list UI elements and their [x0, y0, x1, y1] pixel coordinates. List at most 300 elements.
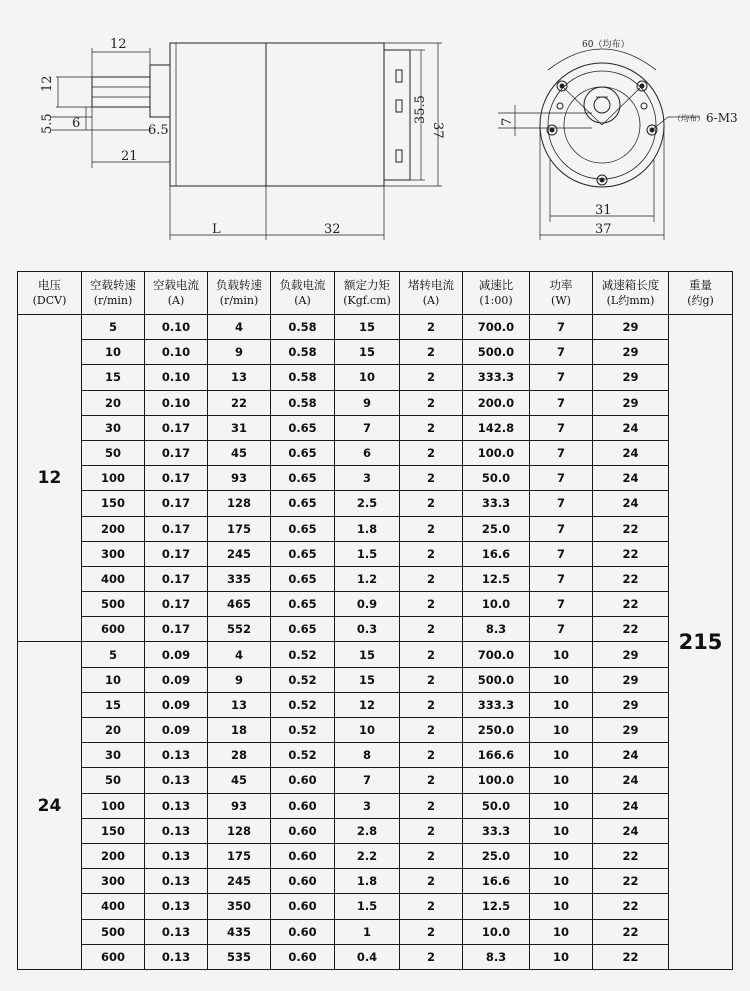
table-cell: 245: [208, 541, 271, 566]
table-cell: 10: [530, 818, 593, 843]
table-cell: 10: [530, 642, 593, 667]
table-cell: 10: [335, 718, 400, 743]
table-cell: 33.3: [463, 491, 530, 516]
column-header-title: 空载电流: [153, 278, 199, 292]
column-header-unit: (1:00): [479, 294, 513, 307]
table-cell: 250.0: [463, 718, 530, 743]
table-cell: 552: [208, 617, 271, 642]
table-cell: 2.8: [335, 818, 400, 843]
side-view: [50, 43, 442, 240]
table-row: [18, 894, 733, 919]
table-cell: 0.60: [271, 793, 335, 818]
table-cell: 93: [208, 466, 271, 491]
table-cell: 22: [593, 869, 669, 894]
table-row: [18, 692, 733, 717]
table-cell: 500.0: [463, 667, 530, 692]
table-row: [18, 315, 733, 340]
table-row: [18, 466, 733, 491]
table-row: [18, 919, 733, 944]
table-cell: 100.0: [463, 768, 530, 793]
table-cell: 0.10: [145, 390, 208, 415]
table-cell: 0.58: [271, 315, 335, 340]
table-cell: 7: [530, 541, 593, 566]
table-cell: 15: [335, 667, 400, 692]
dim-inner-height: 35.5: [413, 95, 428, 124]
table-cell: 150: [82, 491, 145, 516]
column-header: [530, 272, 593, 315]
dim-shaft-length: 12: [110, 37, 127, 52]
table-cell: 2: [400, 818, 463, 843]
table-row: [18, 818, 733, 843]
table-cell: 10.0: [463, 592, 530, 617]
table-cell: 700.0: [463, 315, 530, 340]
table-cell: 600: [82, 617, 145, 642]
table-cell: 29: [593, 718, 669, 743]
table-cell: 10: [82, 340, 145, 365]
table-cell: 2: [400, 541, 463, 566]
table-cell: 0.10: [145, 315, 208, 340]
table-cell: 22: [593, 894, 669, 919]
table-cell: 22: [593, 617, 669, 642]
table-row: [18, 516, 733, 541]
table-cell: 2: [400, 667, 463, 692]
table-cell: 13: [208, 365, 271, 390]
table-row: [18, 718, 733, 743]
table-cell: 0.13: [145, 919, 208, 944]
dim-shaft-height: 12: [40, 75, 55, 92]
table-cell: 29: [593, 692, 669, 717]
column-header: [18, 272, 82, 315]
column-header-title: 减速比: [478, 278, 514, 292]
table-row: [18, 541, 733, 566]
table-cell: 435: [208, 919, 271, 944]
column-header: [335, 272, 400, 315]
table-cell: 0.52: [271, 642, 335, 667]
table-cell: 29: [593, 365, 669, 390]
table-cell: 400: [82, 566, 145, 591]
table-cell: 93: [208, 793, 271, 818]
column-header-title: 重量: [689, 278, 712, 292]
table-cell: 8.3: [463, 617, 530, 642]
table-cell: 15: [82, 692, 145, 717]
table-cell: 200.0: [463, 390, 530, 415]
table-row: [18, 440, 733, 465]
column-header-unit: (Kgf.cm): [343, 294, 391, 307]
table-cell: 0.65: [271, 566, 335, 591]
table-cell: 2: [400, 944, 463, 969]
column-header: [271, 272, 335, 315]
table-cell: 8: [335, 743, 400, 768]
output-boss: [584, 87, 620, 123]
table-cell: 33.3: [463, 818, 530, 843]
table-cell: 128: [208, 491, 271, 516]
table-row: [18, 415, 733, 440]
table-cell: 0.13: [145, 944, 208, 969]
table-cell: 0.3: [335, 617, 400, 642]
dim-step: 6.5: [148, 123, 169, 138]
table-cell: 7: [530, 516, 593, 541]
column-header-unit: (r/min): [219, 294, 259, 307]
table-cell: 0.52: [271, 718, 335, 743]
table-cell: 175: [208, 843, 271, 868]
table-cell: 5: [82, 315, 145, 340]
table-cell: 2: [400, 390, 463, 415]
table-cell: 0.60: [271, 894, 335, 919]
table-cell: 15: [335, 340, 400, 365]
dim-flat-b: 6: [72, 116, 81, 131]
table-row: [18, 843, 733, 868]
column-header-title: 负载转速: [216, 278, 262, 292]
table-cell: 333.3: [463, 365, 530, 390]
column-header: [463, 272, 530, 315]
voltage-cell: 24: [18, 642, 82, 969]
table-cell: 22: [593, 566, 669, 591]
table-cell: 300: [82, 541, 145, 566]
column-header-title: 减速箱长度: [601, 278, 660, 292]
table-cell: 30: [82, 743, 145, 768]
output-shaft: [92, 77, 150, 107]
table-cell: 24: [593, 415, 669, 440]
table-cell: 4: [208, 642, 271, 667]
table-cell: 45: [208, 440, 271, 465]
dim-body-height: 37: [430, 122, 445, 139]
table-cell: 15: [82, 365, 145, 390]
table-cell: 0.52: [271, 692, 335, 717]
table-cell: 9: [208, 340, 271, 365]
table-cell: 2: [400, 869, 463, 894]
table-cell: 535: [208, 944, 271, 969]
column-header-unit: (A): [422, 294, 440, 307]
table-cell: 0.52: [271, 743, 335, 768]
table-cell: 0.09: [145, 667, 208, 692]
table-cell: 0.17: [145, 617, 208, 642]
table-cell: 22: [208, 390, 271, 415]
dim-inner-dia: 31: [595, 203, 612, 218]
column-header: [593, 272, 669, 315]
table-cell: 2: [400, 919, 463, 944]
table-cell: 400: [82, 894, 145, 919]
table-cell: 2: [400, 617, 463, 642]
table-cell: 2: [400, 743, 463, 768]
dim-holes-note: （均布）: [673, 114, 705, 123]
table-cell: 0.09: [145, 718, 208, 743]
table-cell: 10: [530, 718, 593, 743]
table-cell: 13: [208, 692, 271, 717]
table-cell: 7: [335, 415, 400, 440]
table-cell: 2: [400, 315, 463, 340]
table-cell: 2.2: [335, 843, 400, 868]
table-cell: 500.0: [463, 340, 530, 365]
table-cell: 166.6: [463, 743, 530, 768]
table-row: [18, 642, 733, 667]
column-header-unit: (DCV): [32, 294, 67, 307]
table-cell: 2: [400, 692, 463, 717]
table-row: [18, 491, 733, 516]
table-cell: 24: [593, 768, 669, 793]
table-cell: 2: [400, 566, 463, 591]
table-cell: 0.65: [271, 466, 335, 491]
table-cell: 22: [593, 919, 669, 944]
output-shaft-end: [594, 97, 610, 113]
table-cell: 0.13: [145, 768, 208, 793]
table-cell: 2: [400, 642, 463, 667]
table-cell: 0.17: [145, 491, 208, 516]
table-row: [18, 340, 733, 365]
table-cell: 7: [530, 466, 593, 491]
table-cell: 1.8: [335, 516, 400, 541]
table-cell: 2: [400, 768, 463, 793]
table-cell: 128: [208, 818, 271, 843]
table-cell: 10: [530, 743, 593, 768]
column-header-title: 负载电流: [279, 278, 326, 292]
table-cell: 0.58: [271, 365, 335, 390]
table-cell: 18: [208, 718, 271, 743]
table-cell: 24: [593, 793, 669, 818]
table-cell: 700.0: [463, 642, 530, 667]
table-cell: 0.17: [145, 592, 208, 617]
table-cell: 10: [82, 667, 145, 692]
table-cell: 2: [400, 592, 463, 617]
table-cell: 2: [400, 894, 463, 919]
table-cell: 0.60: [271, 818, 335, 843]
table-cell: 3: [335, 793, 400, 818]
table-cell: 1.5: [335, 541, 400, 566]
table-cell: 0.65: [271, 541, 335, 566]
dim-offset: 7: [500, 117, 515, 126]
table-cell: 29: [593, 667, 669, 692]
table-cell: 2.5: [335, 491, 400, 516]
table-cell: 50.0: [463, 793, 530, 818]
table-row: [18, 592, 733, 617]
table-cell: 0.13: [145, 743, 208, 768]
table-cell: 0.60: [271, 768, 335, 793]
table-cell: 20: [82, 718, 145, 743]
table-cell: 0.17: [145, 516, 208, 541]
table-row: [18, 944, 733, 969]
table-cell: 0.60: [271, 944, 335, 969]
table-cell: 12.5: [463, 894, 530, 919]
table-row: [18, 768, 733, 793]
column-header-title: 空载转速: [90, 278, 136, 292]
table-cell: 0.65: [271, 491, 335, 516]
dim-outer-dia: 37: [595, 222, 612, 237]
table-cell: 2: [400, 843, 463, 868]
table-cell: 22: [593, 516, 669, 541]
table-cell: 2: [400, 466, 463, 491]
table-cell: 50: [82, 440, 145, 465]
table-cell: 5: [82, 642, 145, 667]
table-cell: 3: [335, 466, 400, 491]
column-header-unit: (A): [167, 294, 185, 307]
column-header: [145, 272, 208, 315]
table-cell: 45: [208, 768, 271, 793]
table-cell: 2: [400, 491, 463, 516]
table-cell: 30: [82, 415, 145, 440]
table-cell: 0.17: [145, 415, 208, 440]
table-cell: 22: [593, 541, 669, 566]
table-cell: 25.0: [463, 843, 530, 868]
table-cell: 29: [593, 315, 669, 340]
column-header-title: 额定力矩: [344, 278, 390, 292]
dim-flat-a: 5.5: [40, 113, 55, 134]
table-cell: 0.17: [145, 466, 208, 491]
table-cell: 0.17: [145, 566, 208, 591]
weight-cell: 215: [669, 315, 733, 970]
table-cell: 10: [530, 667, 593, 692]
table-cell: 10: [530, 894, 593, 919]
table-cell: 465: [208, 592, 271, 617]
column-header: [669, 272, 733, 315]
table-cell: 15: [335, 315, 400, 340]
table-cell: 2: [400, 415, 463, 440]
table-row: [18, 743, 733, 768]
table-cell: 0.10: [145, 340, 208, 365]
table-cell: 200: [82, 843, 145, 868]
table-cell: 0.58: [271, 340, 335, 365]
table-cell: 22: [593, 843, 669, 868]
table-cell: 10: [530, 692, 593, 717]
table-row: [18, 390, 733, 415]
table-cell: 2: [400, 365, 463, 390]
table-cell: 350: [208, 894, 271, 919]
column-header: [400, 272, 463, 315]
column-header-unit: (W): [551, 294, 571, 307]
table-cell: 0.09: [145, 642, 208, 667]
table-cell: 1.8: [335, 869, 400, 894]
column-header-unit: (A): [294, 294, 311, 307]
table-cell: 8.3: [463, 944, 530, 969]
voltage-cell: 12: [18, 315, 82, 642]
table-cell: 0.13: [145, 793, 208, 818]
table-cell: 0.13: [145, 869, 208, 894]
table-cell: 7: [530, 365, 593, 390]
table-cell: 0.60: [271, 843, 335, 868]
shaft-collar: [150, 65, 170, 117]
table-cell: 0.17: [145, 440, 208, 465]
table-row: [18, 617, 733, 642]
table-cell: 500: [82, 592, 145, 617]
table-cell: 10: [530, 793, 593, 818]
table-cell: 29: [593, 642, 669, 667]
table-cell: 31: [208, 415, 271, 440]
table-cell: 7: [530, 617, 593, 642]
table-cell: 20: [82, 390, 145, 415]
table-cell: 0.58: [271, 390, 335, 415]
table-row: [18, 667, 733, 692]
table-cell: 7: [530, 491, 593, 516]
table-cell: 2: [400, 516, 463, 541]
table-cell: 7: [530, 592, 593, 617]
table-cell: 0.13: [145, 843, 208, 868]
front-view-labels: [500, 38, 738, 237]
table-cell: 100: [82, 793, 145, 818]
table-cell: 0.65: [271, 440, 335, 465]
column-header-title: 功率: [549, 278, 573, 292]
table-cell: 2: [400, 440, 463, 465]
table-cell: 142.8: [463, 415, 530, 440]
table-cell: 24: [593, 440, 669, 465]
table-cell: 150: [82, 818, 145, 843]
table-cell: 50.0: [463, 466, 530, 491]
table-cell: 10: [530, 944, 593, 969]
technical-drawing: [0, 0, 750, 265]
table-cell: 0.65: [271, 415, 335, 440]
table-cell: 15: [335, 642, 400, 667]
dim-pcd: 60（均布）: [582, 40, 630, 50]
table-cell: 0.4: [335, 944, 400, 969]
dim-holes: 6-M3: [706, 111, 738, 125]
table-cell: 0.9: [335, 592, 400, 617]
table-cell: 245: [208, 869, 271, 894]
table-row: [18, 566, 733, 591]
table-cell: 7: [530, 440, 593, 465]
table-row: [18, 869, 733, 894]
table-body: [18, 315, 733, 970]
column-header-title: 堵转电流: [408, 278, 454, 292]
table-cell: 7: [530, 340, 593, 365]
header-row: [18, 272, 733, 315]
table-cell: 0.65: [271, 516, 335, 541]
table-cell: 335: [208, 566, 271, 591]
table-cell: 10: [530, 919, 593, 944]
table-cell: 22: [593, 944, 669, 969]
table-cell: 9: [208, 667, 271, 692]
table-cell: 0.09: [145, 692, 208, 717]
table-cell: 1.5: [335, 894, 400, 919]
table-cell: 600: [82, 944, 145, 969]
table-cell: 12: [335, 692, 400, 717]
table-cell: 6: [335, 440, 400, 465]
table-cell: 2: [400, 793, 463, 818]
table-cell: 0.10: [145, 365, 208, 390]
column-header: [82, 272, 145, 315]
table-cell: 0.60: [271, 869, 335, 894]
table-cell: 12.5: [463, 566, 530, 591]
table-cell: 25.0: [463, 516, 530, 541]
table-cell: 100: [82, 466, 145, 491]
table-cell: 1: [335, 919, 400, 944]
table-cell: 29: [593, 340, 669, 365]
table-cell: 0.60: [271, 919, 335, 944]
column-header: [208, 272, 271, 315]
table-cell: 500: [82, 919, 145, 944]
column-header-unit: (约g): [687, 294, 714, 307]
table-cell: 9: [335, 390, 400, 415]
table-cell: 10: [530, 869, 593, 894]
table-cell: 7: [530, 315, 593, 340]
dim-motor-length: 32: [324, 222, 341, 237]
table-cell: 333.3: [463, 692, 530, 717]
gearbox-body: [170, 43, 266, 186]
table-cell: 24: [593, 491, 669, 516]
table-cell: 29: [593, 390, 669, 415]
table-cell: 175: [208, 516, 271, 541]
table-cell: 0.65: [271, 592, 335, 617]
table-cell: 0.65: [271, 617, 335, 642]
table-cell: 24: [593, 818, 669, 843]
dim-gearbox-length: L: [212, 222, 221, 237]
table-cell: 22: [593, 592, 669, 617]
table-cell: 0.52: [271, 667, 335, 692]
motor-body: [266, 43, 384, 186]
dim-front: 21: [121, 149, 138, 164]
column-header-title: 电压: [38, 278, 61, 292]
table-cell: 7: [335, 768, 400, 793]
table-cell: 24: [593, 743, 669, 768]
table-cell: 1.2: [335, 566, 400, 591]
table-cell: 200: [82, 516, 145, 541]
table-cell: 300: [82, 869, 145, 894]
